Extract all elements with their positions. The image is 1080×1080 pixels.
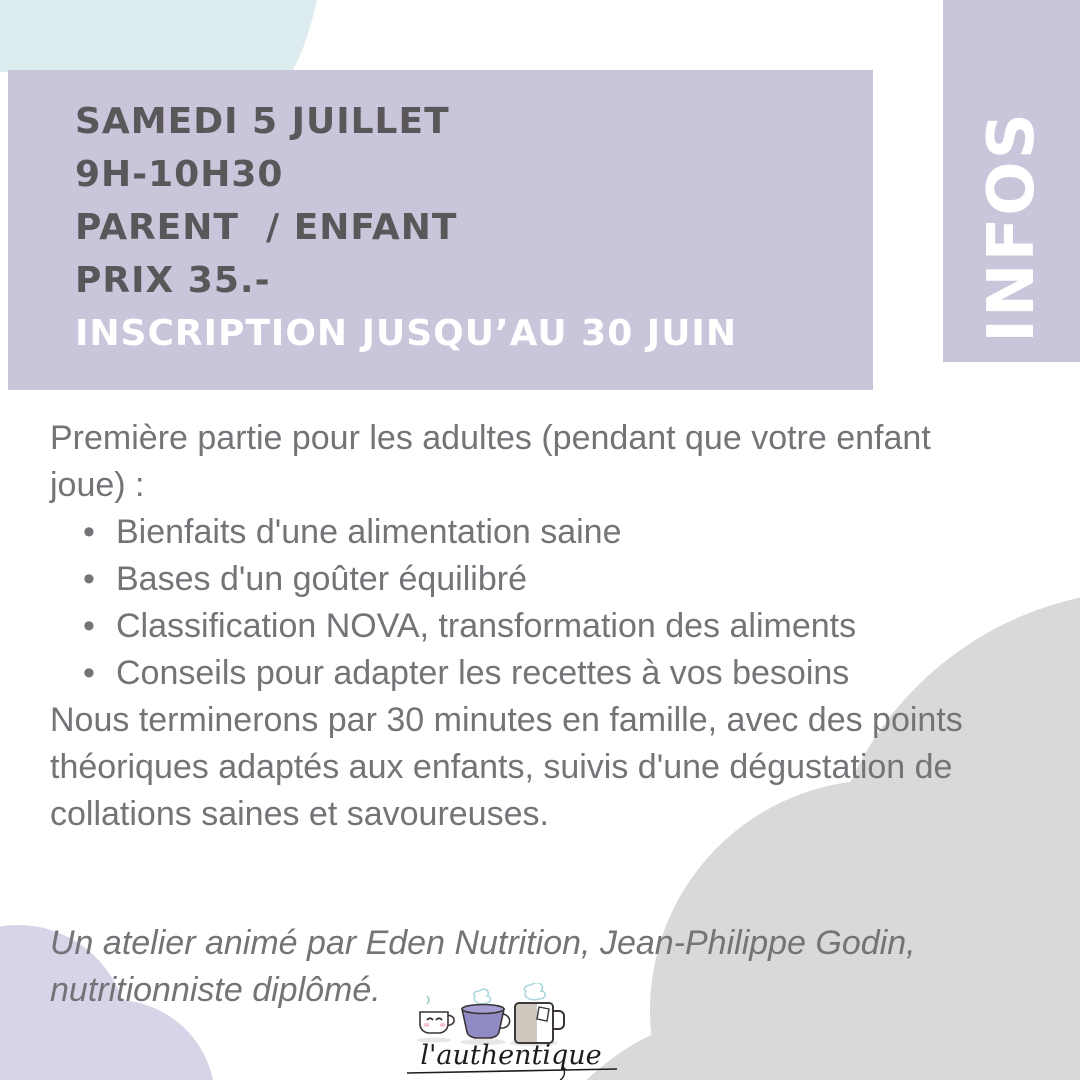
bullet-icon: • [83,560,95,598]
bullet-text: Conseils pour adapter les recettes à vos besoins [116,654,850,692]
infos-label: INFOS [974,111,1049,343]
intro-paragraph: Première partie pour les adultes (pendant que votre enfant joue) : [50,419,931,504]
bullet-icon: • [83,654,95,692]
lauthentique-logo [403,983,623,1080]
event-time: 9H-10H30 [75,154,284,195]
purple-cup-icon [462,989,510,1038]
infos-label-wrap [943,62,1080,392]
workshop-description [50,415,995,838]
event-audience: PARENT / ENFANT [75,207,458,248]
bullet-icon: • [83,607,95,645]
event-date: SAMEDI 5 JUILLET [75,101,450,142]
bullet-icon: • [83,513,95,551]
blue-corner-blob [0,0,317,72]
bullet-list [50,509,995,697]
registration-deadline: INSCRIPTION JUSQU’AU 30 JUIN [75,313,737,354]
list-item [50,509,995,556]
list-item [50,603,995,650]
bullet-text: Classification NOVA, transformation des aliments [116,607,857,645]
credit-line: Un atelier animé par Eden Nutrition, Jean-Philippe Godin, nutritionniste diplômé. [50,924,916,1009]
event-banner [8,70,873,390]
logo-wordmark: l'authentique [420,1040,602,1071]
gray-mug-icon [515,983,564,1043]
event-price: PRIX 35.- [75,260,271,301]
small-cup-icon [420,996,454,1033]
list-item [50,650,995,697]
outro-paragraph: Nous terminerons par 30 minutes en famille, avec des points théoriques adaptés aux enfants, suivis d'une dégustation de collations saines et savoureuses. [50,701,963,833]
bullet-text: Bienfaits d'une alimentation saine [116,513,622,551]
bullet-text: Bases d'un goûter équilibré [116,560,527,598]
list-item [50,556,995,603]
